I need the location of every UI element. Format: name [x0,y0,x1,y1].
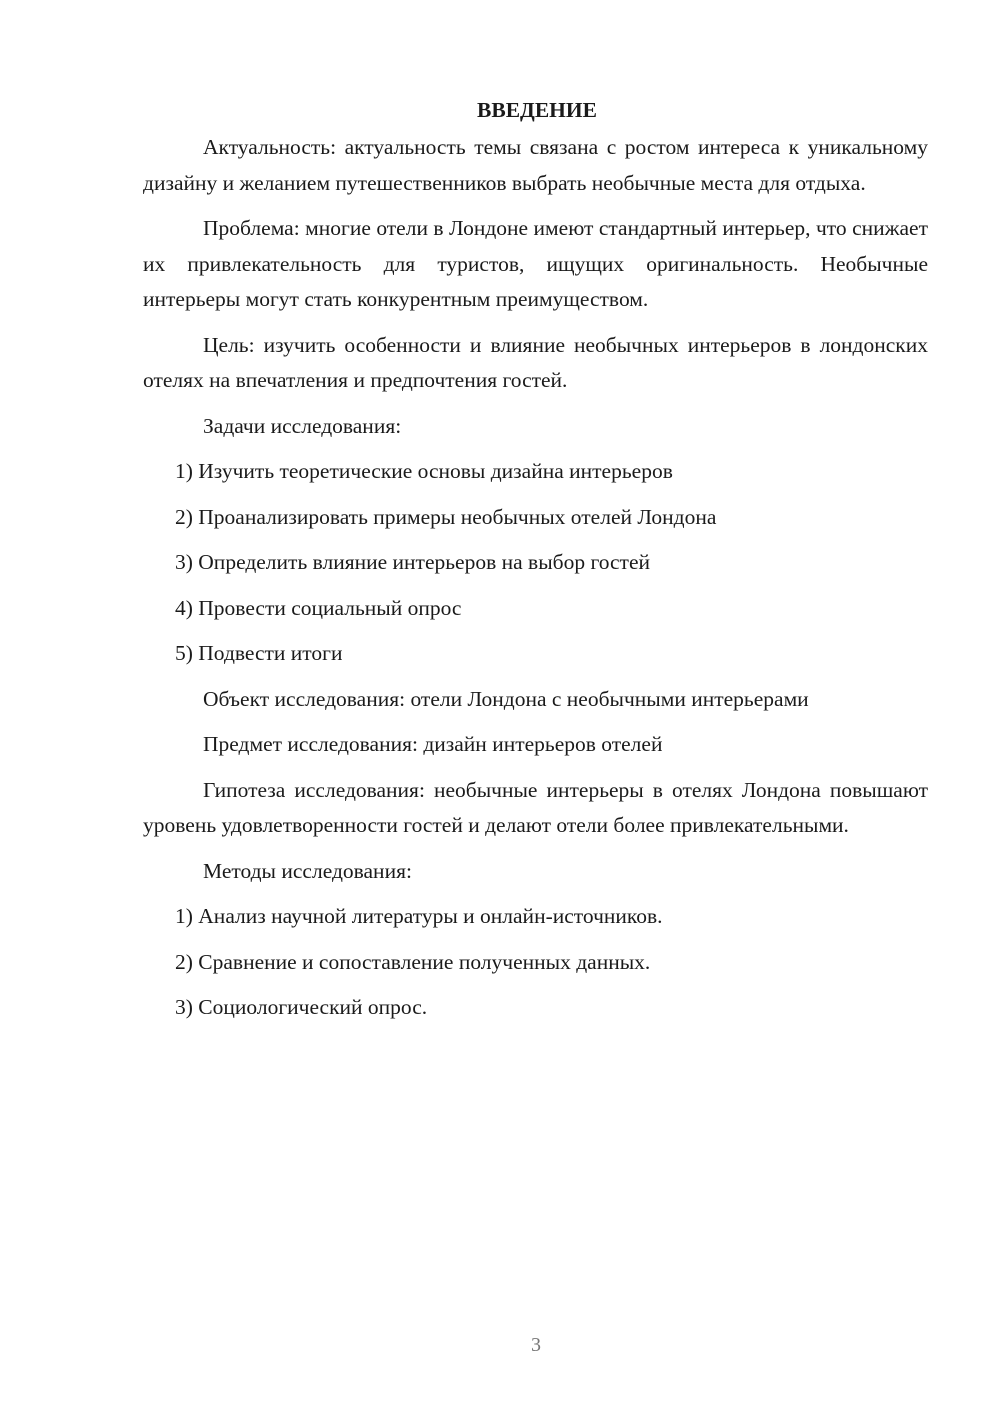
methods-heading: Методы исследования: [203,858,412,883]
list-item: 3) Социологический опрос. [175,995,428,1019]
list-item: 2) Сравнение и сопоставление полученных данных. [175,949,651,974]
page-number: 3 [531,1334,541,1356]
methods-list [143,899,928,1026]
goal-paragraph: Цель: изучить особенности и влияние необычных интерьеров в лондонских отелях на впечатления и предпочтения гостей. [143,332,928,392]
tasks-heading: Задачи исследования: [203,413,402,438]
subject-paragraph: Предмет исследования: дизайн интерьеров отелей [203,732,663,756]
section-title: ВВЕДЕНИЕ [477,98,597,122]
list-item: 5) Подвести итоги [175,641,343,665]
tasks-list [143,454,928,672]
document-body [143,92,928,1036]
list-item: 3) Определить влияние интерьеров на выбор гостей [175,550,651,574]
list-item: 1) Изучить теоретические основы дизайна интерьеров [175,459,673,483]
object-paragraph: Объект исследования: отели Лондона с необычными интерьерами [203,686,809,711]
list-item: 2) Проанализировать примеры необычных отелей Лондона [175,504,717,529]
relevance-paragraph: Актуальность: актуальность темы связана с ростом интереса к уникальному дизайну и желанием путешественников выбрать необычные места для отдыха. [143,135,928,195]
list-item: 1) Анализ научной литературы и онлайн-источников. [175,904,663,928]
hypothesis-paragraph: Гипотеза исследования: необычные интерьеры в отелях Лондона повышают уровень удовлетворенности гостей и делают отели более привлекательными. [143,777,928,837]
list-item: 4) Провести социальный опрос [175,595,462,620]
problem-paragraph: Проблема: многие отели в Лондоне имеют стандартный интерьер, что снижает их привлекательность для туристов, ищущих оригинальность. Необычные интерьеры могут стать конкурентным преимуществом. [143,216,928,311]
